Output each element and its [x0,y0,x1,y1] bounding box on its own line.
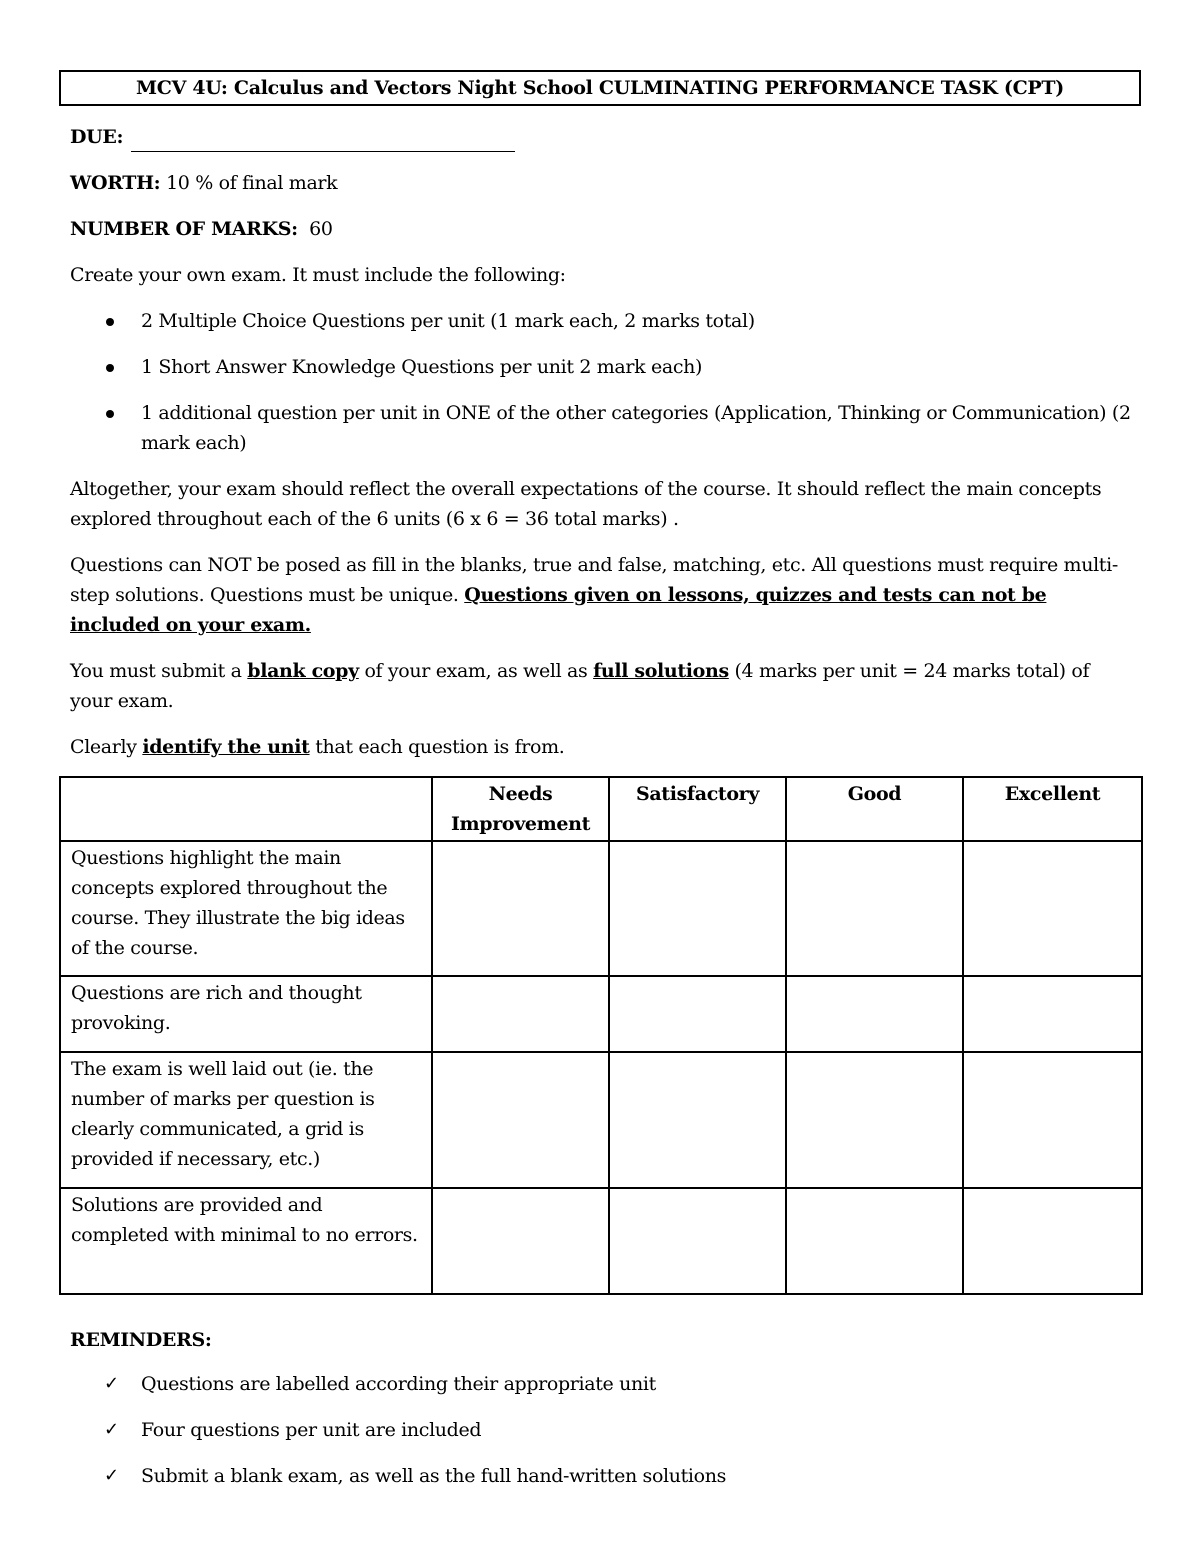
header-needs-improvement: Needs Improvement [432,777,609,841]
requirements-list [59,306,1141,458]
score-cell [432,1052,609,1188]
questions-paragraph: Questions can NOT be posed as fill in the blanks, true and false, matching, etc. All questions must require multi-step solutions. Questions must be unique. Questions given on lessons, quizzes and tests can not be included on your exam. [70,554,1118,636]
header-satisfactory: Satisfactory [609,777,786,841]
marks-line [70,214,1135,244]
document-page [59,70,1141,1507]
criterion-cell: Solutions are provided and completed with minimal to no errors. [60,1188,432,1294]
table-row [60,1052,1142,1188]
score-cell [963,841,1142,976]
score-cell [963,1052,1142,1188]
score-cell [963,1188,1142,1294]
reminders-list [59,1369,1141,1491]
header-cell-empty [60,777,432,841]
due-label: DUE: [70,126,124,148]
score-cell [786,976,963,1052]
page-title: MCV 4U: Calculus and Vectors Night School CULMINATING PERFORMANCE TASK (CPT) [59,70,1141,106]
table-row [60,841,1142,976]
list-item: ✓ Submit a blank exam, as well as the full hand-written solutions [59,1461,1141,1491]
checkmark-icon: ✓ [104,1419,119,1440]
list-item: 1 Short Answer Knowledge Questions per unit 2 mark each) [59,352,1141,382]
score-cell [786,1188,963,1294]
due-blank [131,131,515,152]
checkmark-icon: ✓ [104,1373,119,1394]
list-item: 2 Multiple Choice Questions per unit (1 mark each, 2 marks total) [59,306,1141,336]
header-good: Good [786,777,963,841]
worth-label: WORTH: [70,172,161,194]
criterion-cell: Questions are rich and thought provoking. [60,976,432,1052]
score-cell [609,841,786,976]
identify-unit-emphasis: identify the unit [142,736,310,758]
score-cell [609,1188,786,1294]
bullet-icon [106,318,114,326]
submit-paragraph: You must submit a blank copy of your exam, as well as full solutions (4 marks per unit = 24 marks total) of your exam. [70,660,1090,712]
score-cell [432,976,609,1052]
header-excellent: Excellent [963,777,1142,841]
table-row [60,976,1142,1052]
identify-paragraph: Clearly identify the unit that each question is from. [70,736,565,758]
score-cell [786,841,963,976]
score-cell [609,976,786,1052]
rubric-table [59,776,1143,1295]
table-row [60,1188,1142,1294]
bullet-icon [106,364,114,372]
reminders-heading: REMINDERS: [70,1329,212,1351]
score-cell [609,1052,786,1188]
questions-emphasis: Questions given on lessons, quizzes and tests can not be included on your exam. [70,584,1047,636]
list-item: ✓ Four questions per unit are included [59,1415,1141,1445]
score-cell [432,841,609,976]
worth-value: 10 % of final mark [166,172,338,194]
score-cell [432,1188,609,1294]
list-item: 1 additional question per unit in ONE of the other categories (Application, Thinking or Communication) (2 mark each) [59,398,1141,458]
full-solutions-emphasis: full solutions [593,660,729,682]
marks-value: 60 [309,218,333,240]
marks-label: NUMBER OF MARKS: [70,218,298,240]
criterion-cell: Questions highlight the main concepts explored throughout the course. They illustrate the big ideas of the course. [60,841,432,976]
score-cell [963,976,1142,1052]
bullet-icon [106,410,114,418]
blank-copy-emphasis: blank copy [247,660,359,682]
score-cell [786,1052,963,1188]
checkmark-icon: ✓ [104,1465,119,1486]
criterion-cell: The exam is well laid out (ie. the number of marks per question is clearly communicated, a grid is provided if necessary, etc.) [60,1052,432,1188]
intro-text: Create your own exam. It must include the following: [70,264,566,286]
list-item: ✓ Questions are labelled according their appropriate unit [59,1369,1141,1399]
worth-line [70,168,1135,198]
altogether-paragraph: Altogether, your exam should reflect the overall expectations of the course. It should reflect the main concepts explored throughout each of the 6 units (6 x 6 = 36 total marks) . [70,478,1102,530]
table-header-row [60,777,1142,841]
due-line [70,122,1135,152]
